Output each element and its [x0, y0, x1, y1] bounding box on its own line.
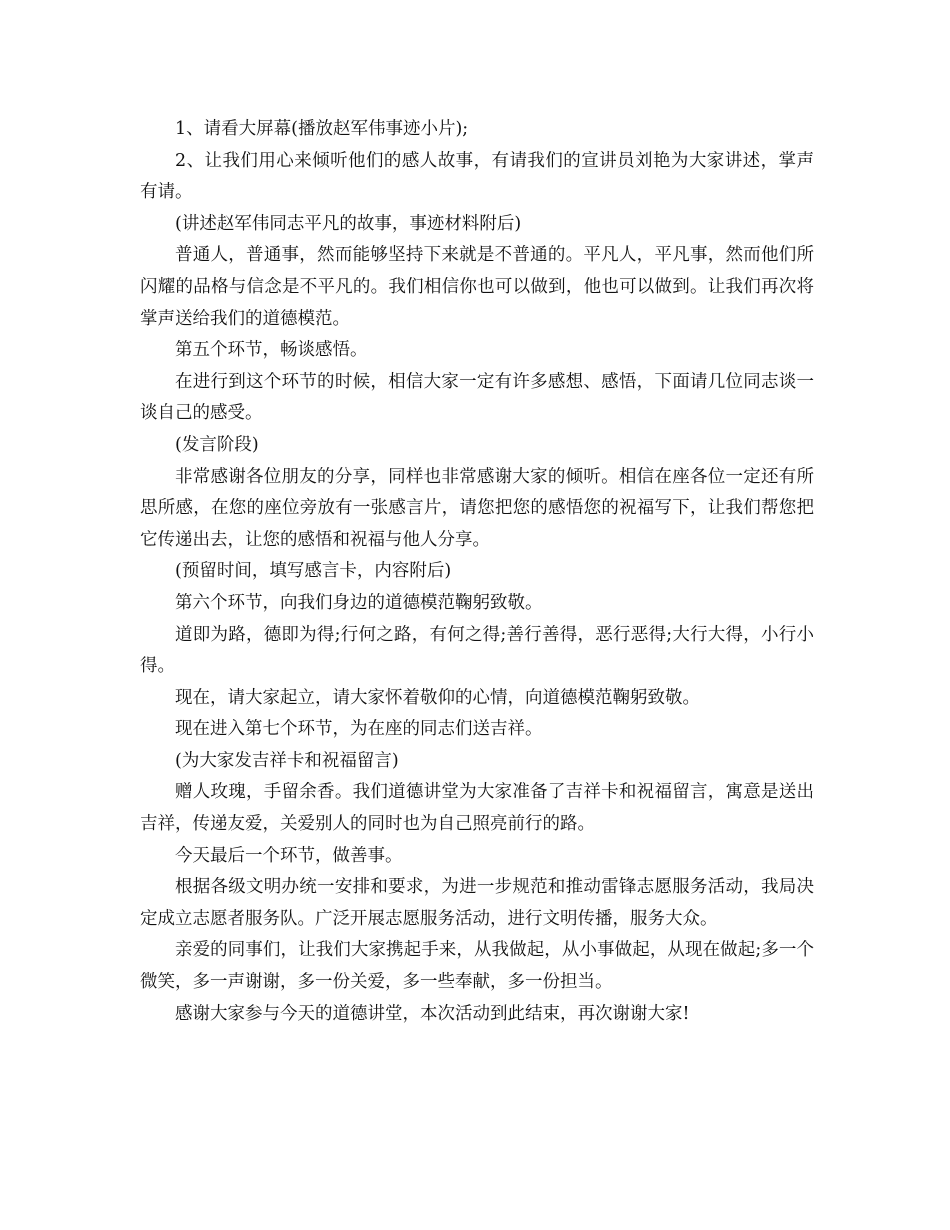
paragraph: (预留时间，填写感言卡，内容附后): [175, 561, 452, 582]
paragraph: 普通人，普通事，然而能够坚持下来就是不普通的。平凡人，平凡事，然而他们所闪耀的品格与信念是不平凡的。我们相信你也可以做到，他也可以做到。让我们再次将掌声送给我们的道德模范。: [140, 245, 814, 329]
paragraph: 在进行到这个环节的时候，相信大家一定有许多感想、感悟，下面请几位同志谈一谈自己的感受。: [140, 371, 814, 424]
paragraph: (为大家发吉祥卡和祝福留言): [175, 750, 399, 771]
paragraph: 感谢大家参与今天的道德讲堂，本次活动到此结束，再次谢谢大家!: [175, 1003, 690, 1024]
paragraph: (发言阶段): [175, 434, 259, 455]
paragraph: 根据各级文明办统一安排和要求，为进一步规范和推动雷锋志愿服务活动，我局决定成立志愿者服务队。广泛开展志愿服务活动，进行文明传播，服务大众。: [140, 877, 814, 929]
paragraph: 现在，请大家起立，请大家怀着敬仰的心情，向道德模范鞠躬致敬。: [175, 687, 700, 708]
paragraph: 赠人玫瑰，手留余香。我们道德讲堂为大家准备了吉祥卡和祝福留言，寓意是送出吉祥，传递友爱，关爱别人的同时也为自己照亮前行的路。: [140, 782, 814, 835]
paragraph: 今天最后一个环节，做善事。: [175, 845, 403, 866]
paragraph: 第五个环节，畅谈感悟。: [175, 340, 368, 361]
paragraph: 非常感谢各位朋友的分享，同样也非常感谢大家的倾听。相信在座各位一定还有所思所感，在您的座位旁放有一张感言片，请您把您的感悟您的祝福写下，让我们帮您把它传递出去，让您的感悟和祝福与他人分享。: [140, 466, 814, 550]
paragraph: 1、请看大屏幕(播放赵军伟事迹小片);: [175, 119, 469, 139]
paragraph: 2、让我们用心来倾听他们的感人故事，有请我们的宣讲员刘艳为大家讲述，掌声有请。: [140, 150, 814, 203]
paragraph: 亲爱的同事们，让我们大家携起手来，从我做起，从小事做起，从现在做起;多一个微笑，多一声谢谢，多一份关爱，多一些奉献，多一份担当。: [140, 940, 814, 993]
paragraph: 现在进入第七个环节，为在座的同志们送吉祥。: [175, 719, 543, 740]
paragraph: 道即为路，德即为得;行何之路，有何之得;善行善得，恶行恶得;大行大得，小行小得。: [140, 624, 814, 677]
document-page: [140, 114, 814, 1030]
paragraph: 第六个环节，向我们身边的道德模范鞠躬致敬。: [175, 592, 543, 613]
paragraph: (讲述赵军伟同志平凡的故事，事迹材料附后): [175, 213, 522, 234]
